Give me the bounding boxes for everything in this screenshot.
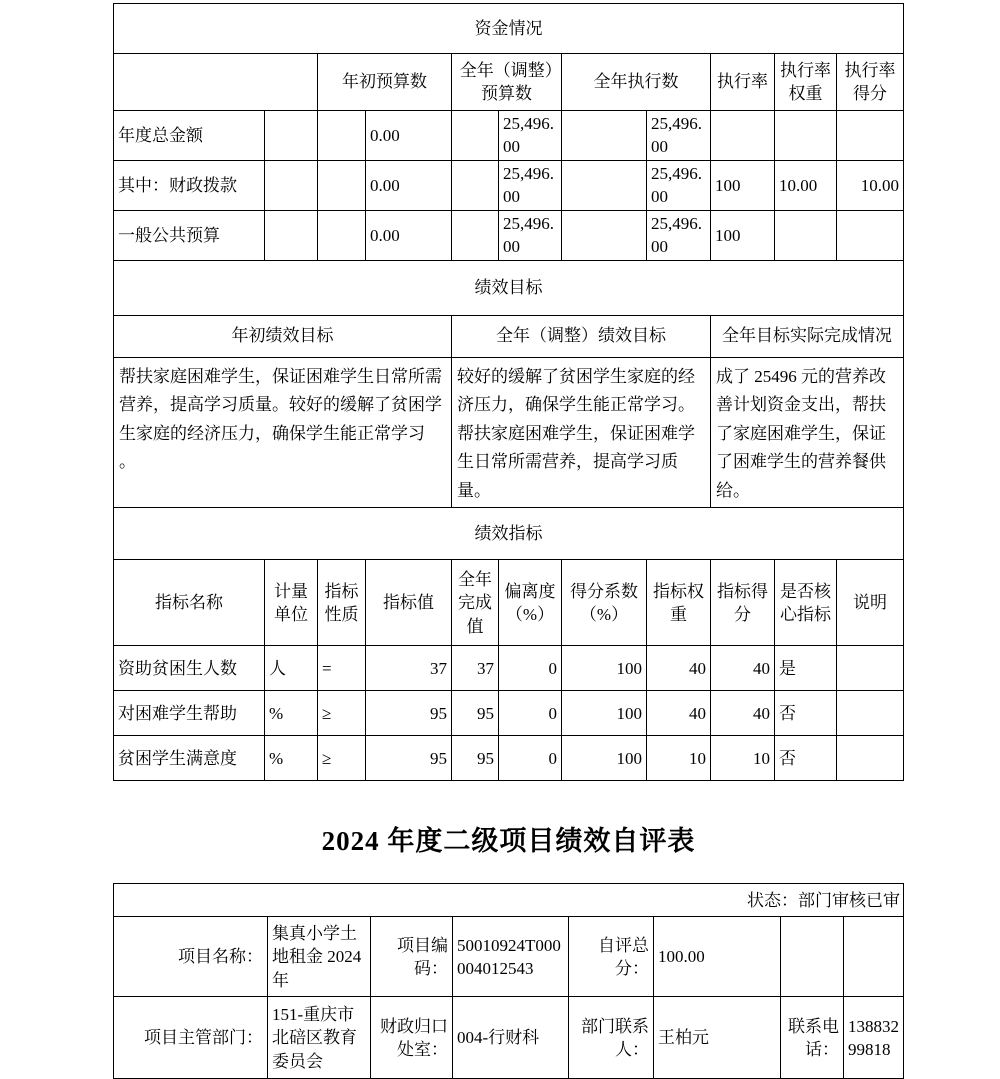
funding-executed-value: 25,496.00: [647, 111, 711, 161]
indicator-unit: 人: [265, 646, 318, 691]
indicator-header-core: 是否核心指标: [775, 560, 837, 646]
table-row: [114, 691, 904, 736]
empty-cell: [265, 160, 318, 210]
funding-exec-rate-weight-value: [775, 111, 837, 161]
funding-row-label: 其中：财政拨款: [114, 160, 265, 210]
project-name-label: 项目名称：: [114, 917, 268, 997]
phone-label: 联系电话：: [781, 997, 844, 1079]
funding-exec-rate-weight-value: [775, 210, 837, 260]
indicator-header-unit: 计量单位: [265, 560, 318, 646]
goals-header-actual: 全年目标实际完成情况: [711, 315, 904, 357]
funding-exec-rate-weight-value: 10.00: [775, 160, 837, 210]
funding-initial-budget-value: 0.00: [366, 210, 452, 260]
indicator-header-coefficient: 得分系数（%）: [562, 560, 647, 646]
indicator-note: [837, 646, 904, 691]
empty-cell: [781, 917, 844, 997]
phone-value: 13883299818: [844, 997, 904, 1079]
indicator-core: 否: [775, 691, 837, 736]
indicator-weight: 40: [647, 691, 711, 736]
indicator-target: 37: [366, 646, 452, 691]
funding-exec-rate-score-value: [837, 210, 904, 260]
indicator-unit: %: [265, 691, 318, 736]
contact-label: 部门联系人：: [569, 997, 654, 1079]
indicator-score: 10: [711, 736, 775, 781]
indicator-completed: 95: [452, 736, 499, 781]
indicator-header-completed: 全年完成值: [452, 560, 499, 646]
funding-section-title: 资金情况: [114, 4, 904, 54]
empty-cell: [844, 917, 904, 997]
funding-executed-value: 25,496.00: [647, 160, 711, 210]
indicator-header-deviation: 偏离度（%）: [499, 560, 562, 646]
indicator-name: 贫困学生满意度: [114, 736, 265, 781]
funding-header-exec-rate-score: 执行率得分: [837, 54, 904, 111]
indicator-header-score: 指标得分: [711, 560, 775, 646]
indicator-header-nature: 指标性质: [318, 560, 366, 646]
indicator-weight: 10: [647, 736, 711, 781]
goals-header-initial: 年初绩效目标: [114, 315, 452, 357]
indicator-header-name: 指标名称: [114, 560, 265, 646]
project-name-value: 集真小学土地租金 2024 年: [268, 917, 371, 997]
funding-initial-budget-value: 0.00: [366, 160, 452, 210]
empty-cell: [562, 160, 647, 210]
funding-adjusted-budget-value: 25,496.00: [499, 210, 562, 260]
indicator-nature: ≥: [318, 736, 366, 781]
indicator-weight: 40: [647, 646, 711, 691]
indicator-coefficient: 100: [562, 646, 647, 691]
indicator-coefficient: 100: [562, 691, 647, 736]
funding-exec-rate-score-value: 10.00: [837, 160, 904, 210]
empty-cell: [452, 111, 499, 161]
project-info-table: [113, 883, 904, 1079]
indicator-name: 对困难学生帮助: [114, 691, 265, 736]
indicator-nature: ≥: [318, 691, 366, 736]
indicator-deviation: 0: [499, 691, 562, 736]
table-row: [114, 646, 904, 691]
table-row: [114, 917, 904, 997]
table-row: [114, 357, 904, 508]
funding-exec-rate-score-value: [837, 111, 904, 161]
empty-cell: [452, 160, 499, 210]
project-code-value: 50010924T000004012543: [453, 917, 569, 997]
indicator-core: 否: [775, 736, 837, 781]
goals-actual-text: 成了 25496 元的营养改善计划资金支出，帮扶了家庭困难学生，保证了困难学生的营养餐供给。: [711, 357, 904, 508]
indicator-header-note: 说明: [837, 560, 904, 646]
empty-cell: [318, 111, 366, 161]
page-title: 2024 年度二级项目绩效自评表: [321, 826, 696, 857]
indicator-deviation: 0: [499, 646, 562, 691]
table-row: [114, 997, 904, 1079]
funding-header-executed: 全年执行数: [562, 54, 711, 111]
empty-cell: [265, 210, 318, 260]
indicator-header-weight: 指标权重: [647, 560, 711, 646]
indicator-completed: 37: [452, 646, 499, 691]
empty-cell: [318, 210, 366, 260]
funding-header-adjusted-budget: 全年（调整）预算数: [452, 54, 562, 111]
indicators-section-title: 绩效指标: [114, 508, 904, 560]
funding-header-exec-rate-weight: 执行率权重: [775, 54, 837, 111]
funding-initial-budget-value: 0.00: [366, 111, 452, 161]
dept-value: 151-重庆市北碚区教育委员会: [268, 997, 371, 1079]
table-row: [114, 111, 904, 161]
indicator-completed: 95: [452, 691, 499, 736]
funding-adjusted-budget-value: 25,496.00: [499, 160, 562, 210]
goals-initial-text: 帮扶家庭困难学生，保证困难学生日常所需营养，提高学习质量。较好的缓解了贫困学生家庭的经济压力，确保学生能正常学习 。: [114, 357, 452, 508]
table-row: [114, 210, 904, 260]
table-row: [114, 736, 904, 781]
funding-header-blank: [114, 54, 318, 111]
indicator-core: 是: [775, 646, 837, 691]
self-score-label: 自评总分：: [569, 917, 654, 997]
indicator-score: 40: [711, 646, 775, 691]
document-page: [113, 0, 905, 1079]
funding-header-initial-budget: 年初预算数: [318, 54, 452, 111]
contact-value: 王柏元: [654, 997, 781, 1079]
funding-row-label: 年度总金额: [114, 111, 265, 161]
indicator-header-target: 指标值: [366, 560, 452, 646]
empty-cell: [562, 111, 647, 161]
indicator-score: 40: [711, 691, 775, 736]
empty-cell: [562, 210, 647, 260]
indicator-nature: =: [318, 646, 366, 691]
empty-cell: [318, 160, 366, 210]
funding-adjusted-budget-value: 25,496.00: [499, 111, 562, 161]
finance-office-label: 财政归口处室：: [371, 997, 453, 1079]
funding-executed-value: 25,496.00: [647, 210, 711, 260]
funding-header-exec-rate: 执行率: [711, 54, 775, 111]
empty-cell: [265, 111, 318, 161]
indicator-unit: %: [265, 736, 318, 781]
table-row: [114, 160, 904, 210]
self-score-value: 100.00: [654, 917, 781, 997]
goals-header-adjusted: 全年（调整）绩效目标: [452, 315, 711, 357]
performance-table: [113, 3, 904, 781]
indicator-coefficient: 100: [562, 736, 647, 781]
indicator-note: [837, 736, 904, 781]
indicator-target: 95: [366, 691, 452, 736]
goals-section-title: 绩效目标: [114, 260, 904, 315]
indicator-name: 资助贫困生人数: [114, 646, 265, 691]
project-code-label: 项目编码：: [371, 917, 453, 997]
empty-cell: [452, 210, 499, 260]
funding-exec-rate-value: 100: [711, 210, 775, 260]
indicator-deviation: 0: [499, 736, 562, 781]
indicator-note: [837, 691, 904, 736]
funding-row-label: 一般公共预算: [114, 210, 265, 260]
finance-office-value: 004-行财科: [453, 997, 569, 1079]
funding-exec-rate-value: [711, 111, 775, 161]
status-badge: 状态：部门审核已审: [114, 884, 904, 917]
goals-adjusted-text: 较好的缓解了贫困学生家庭的经济压力，确保学生能正常学习。帮扶家庭困难学生，保证困难学生日常所需营养，提高学习质量。: [452, 357, 711, 508]
dept-label: 项目主管部门：: [114, 997, 268, 1079]
indicator-target: 95: [366, 736, 452, 781]
funding-exec-rate-value: 100: [711, 160, 775, 210]
